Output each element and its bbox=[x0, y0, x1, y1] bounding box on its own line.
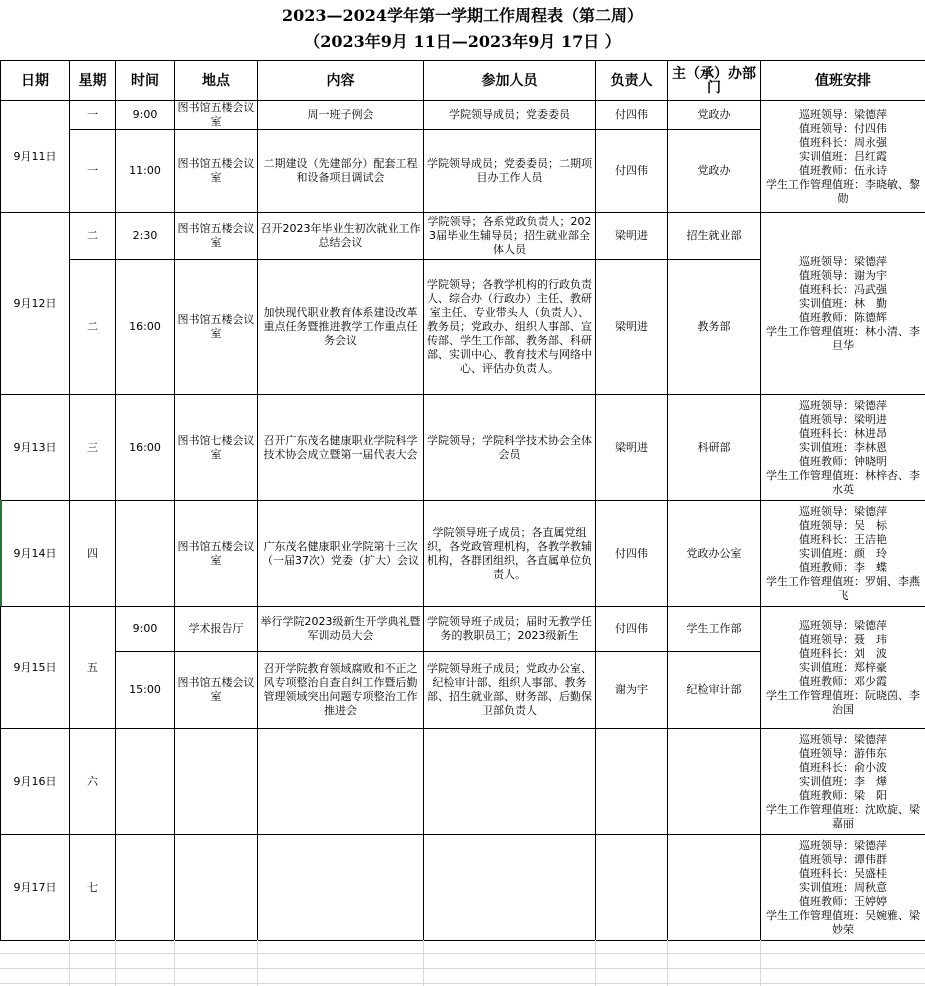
sheet-gridline bbox=[0, 968, 925, 969]
time-cell: 15:00 bbox=[116, 652, 175, 729]
weekday-cell: 二 bbox=[70, 260, 116, 395]
participants-cell: 学院领导；各系党政负责人；2023届毕业生辅导员；招生就业部全体人员 bbox=[424, 213, 596, 260]
weekday-cell: 七 bbox=[70, 835, 116, 941]
duty-cell: 巡班领导：梁德萍 值班领导：谢为宇 值班科长：冯武强 实训值班：林 勤 值班教师：陈德辉 学生工作管理值班：林小清、李旦华 bbox=[761, 213, 925, 395]
date-cell: 9月14日 bbox=[1, 501, 70, 607]
leader-cell bbox=[596, 835, 668, 941]
header-row bbox=[1, 61, 925, 101]
date-cell: 9月11日 bbox=[1, 101, 70, 213]
table-row bbox=[1, 395, 925, 501]
content-cell: 召开广东茂名健康职业学院科学技术协会成立暨第一届代表大会 bbox=[258, 395, 424, 501]
header-time: 时间 bbox=[116, 61, 175, 101]
header-participants: 参加人员 bbox=[424, 61, 596, 101]
weekday-cell: 二 bbox=[70, 213, 116, 260]
table-row bbox=[1, 501, 925, 607]
sheet-gridline bbox=[595, 940, 596, 986]
header-content: 内容 bbox=[258, 61, 424, 101]
sheet-gridline bbox=[667, 940, 668, 986]
time-cell bbox=[116, 501, 175, 607]
date-cell: 9月12日 bbox=[1, 213, 70, 395]
location-cell: 图书馆五楼会议室 bbox=[175, 101, 258, 130]
table-row bbox=[1, 101, 925, 130]
location-cell: 图书馆五楼会议室 bbox=[175, 501, 258, 607]
date-cell: 9月17日 bbox=[1, 835, 70, 941]
participants-cell bbox=[424, 729, 596, 835]
time-cell: 11:00 bbox=[116, 130, 175, 213]
sheet-gridline bbox=[760, 940, 761, 986]
leader-cell: 付四伟 bbox=[596, 607, 668, 652]
leader-cell: 付四伟 bbox=[596, 130, 668, 213]
header-leader: 负责人 bbox=[596, 61, 668, 101]
table-row bbox=[1, 835, 925, 941]
weekday-cell: 五 bbox=[70, 607, 116, 729]
leader-cell: 梁明进 bbox=[596, 213, 668, 260]
weekday-cell: 六 bbox=[70, 729, 116, 835]
dept-cell: 教务部 bbox=[668, 260, 761, 395]
weekday-cell: 四 bbox=[70, 501, 116, 607]
participants-cell: 学院领导成员；党委委员；二期项目办工作人员 bbox=[424, 130, 596, 213]
weekday-cell: 一 bbox=[70, 101, 116, 130]
participants-cell: 学院领导；学院科学技术协会全体会员 bbox=[424, 395, 596, 501]
time-cell: 2:30 bbox=[116, 213, 175, 260]
page-title: 2023—2024学年第一学期工作周程表（第二周） bbox=[281, 6, 644, 25]
content-cell: 加快现代职业教育体系建设改革重点任务暨推进教学工作重点任务会议 bbox=[258, 260, 424, 395]
location-cell: 图书馆五楼会议室 bbox=[175, 260, 258, 395]
weekday-cell: 一 bbox=[70, 130, 116, 213]
leader-cell: 付四伟 bbox=[596, 501, 668, 607]
date-cell: 9月13日 bbox=[1, 395, 70, 501]
dept-cell bbox=[668, 729, 761, 835]
time-cell bbox=[116, 835, 175, 941]
table-row bbox=[1, 213, 925, 260]
time-cell: 16:00 bbox=[116, 260, 175, 395]
selection-indicator bbox=[0, 500, 2, 606]
page-subtitle: （2023年9月 11日—2023年9月 17日 ） bbox=[304, 32, 621, 51]
duty-cell: 巡班领导：梁德萍 值班领导：梁明进 值班科长：林进昂 实训值班：李林恩 值班教师：钟晓明 学生工作管理值班：林梓杏、李水英 bbox=[761, 395, 925, 501]
header-host-dept: 主（承）办部门 bbox=[668, 61, 761, 101]
content-cell bbox=[258, 729, 424, 835]
header-date: 日期 bbox=[1, 61, 70, 101]
sheet-gridline bbox=[69, 940, 70, 986]
weekday-cell: 三 bbox=[70, 395, 116, 501]
duty-cell: 巡班领导：梁德萍 值班领导：游伟东 值班科长：俞小波 实训值班：李 燁 值班教师：梁 阳 学生工作管理值班：沈欧旋、梁嘉丽 bbox=[761, 729, 925, 835]
dept-cell: 党政办 bbox=[668, 101, 761, 130]
leader-cell: 梁明进 bbox=[596, 260, 668, 395]
dept-cell: 科研部 bbox=[668, 395, 761, 501]
date-cell: 9月16日 bbox=[1, 729, 70, 835]
leader-cell: 谢为宇 bbox=[596, 652, 668, 729]
duty-cell: 巡班领导：梁德萍 值班领导：聂 玮 值班科长：刘 波 实训值班：郑梓豪 值班教师：邓少霞 学生工作管理值班：阮晓茵、李治国 bbox=[761, 607, 925, 729]
participants-cell bbox=[424, 835, 596, 941]
location-cell bbox=[175, 835, 258, 941]
content-cell bbox=[258, 835, 424, 941]
content-cell: 广东茂名健康职业学院第十三次（一届37次）党委（扩大）会议 bbox=[258, 501, 424, 607]
location-cell: 图书馆五楼会议室 bbox=[175, 130, 258, 213]
leader-cell: 付四伟 bbox=[596, 101, 668, 130]
time-cell: 16:00 bbox=[116, 395, 175, 501]
content-cell: 召开2023年毕业生初次就业工作总结会议 bbox=[258, 213, 424, 260]
content-cell: 周一班子例会 bbox=[258, 101, 424, 130]
sheet-gridline bbox=[0, 983, 925, 984]
sheet-gridline bbox=[115, 940, 116, 986]
leader-cell bbox=[596, 729, 668, 835]
dept-cell: 党政办公室 bbox=[668, 501, 761, 607]
time-cell bbox=[116, 729, 175, 835]
content-cell: 二期建设（先建部分）配套工程和设备项目调试会 bbox=[258, 130, 424, 213]
location-cell bbox=[175, 729, 258, 835]
header-weekday: 星期 bbox=[70, 61, 116, 101]
date-cell: 9月15日 bbox=[1, 607, 70, 729]
participants-cell: 学院领导；各教学机构的行政负责人、综合办（行政办）主任、教研室主任、专业带头人（负责人）、教务员；党政办、组织人事部、宣传部、学生工作部、教务部、科研部、实训中心、教育技术与网络中心、评估办负责人。 bbox=[424, 260, 596, 395]
duty-cell: 巡班领导：梁德萍 值班领导：吴 标 值班科长：王洁艳 实训值班：颜 玲 值班教师：李 蝶 学生工作管理值班：罗娟、李燕飞 bbox=[761, 501, 925, 607]
content-cell: 举行学院2023级新生开学典礼暨军训动员大会 bbox=[258, 607, 424, 652]
dept-cell bbox=[668, 835, 761, 941]
participants-cell: 学院领导班子成员；党政办公室、纪检审计部、组织人事部、教务部、招生就业部、财务部、后勤保卫部负责人 bbox=[424, 652, 596, 729]
dept-cell: 招生就业部 bbox=[668, 213, 761, 260]
title-area bbox=[0, 0, 925, 60]
dept-cell: 党政办 bbox=[668, 130, 761, 213]
participants-cell: 学院领导班子成员；各直属党组织，各党政管理机构，各教学教辅机构，各群团组织，各直属单位负责人。 bbox=[424, 501, 596, 607]
table-row bbox=[1, 729, 925, 835]
duty-cell: 巡班领导：梁德萍 值班领导：付四伟 值班科长：周永强 实训值班：吕红霞 值班教师：伍永诗 学生工作管理值班：李晓敏、黎勋 bbox=[761, 101, 925, 213]
location-cell: 图书馆七楼会议室 bbox=[175, 395, 258, 501]
time-cell: 9:00 bbox=[116, 607, 175, 652]
sheet-gridline bbox=[0, 953, 925, 954]
duty-cell: 巡班领导：梁德萍 值班领导：谭伟群 值班科长：吴盛桂 实训值班：周秋意 值班教师：王婷婷 学生工作管理值班：吴婉雅、梁妙荣 bbox=[761, 835, 925, 941]
sheet-gridline bbox=[423, 940, 424, 986]
location-cell: 图书馆五楼会议室 bbox=[175, 213, 258, 260]
content-cell: 召开学院教育领域腐败和不正之风专项整治自查自纠工作暨后勤管理领域突出问题专项整治工作推进会 bbox=[258, 652, 424, 729]
location-cell: 图书馆五楼会议室 bbox=[175, 652, 258, 729]
leader-cell: 梁明进 bbox=[596, 395, 668, 501]
participants-cell: 学院领导成员；党委委员 bbox=[424, 101, 596, 130]
header-duty: 值班安排 bbox=[761, 61, 925, 101]
dept-cell: 学生工作部 bbox=[668, 607, 761, 652]
dept-cell: 纪检审计部 bbox=[668, 652, 761, 729]
sheet-gridline bbox=[257, 940, 258, 986]
time-cell: 9:00 bbox=[116, 101, 175, 130]
table-row bbox=[1, 607, 925, 652]
sheet-gridline bbox=[174, 940, 175, 986]
schedule-table bbox=[0, 60, 925, 941]
header-location: 地点 bbox=[175, 61, 258, 101]
location-cell: 学术报告厅 bbox=[175, 607, 258, 652]
participants-cell: 学院领导班子成员；届时无教学任务的教职员工；2023级新生 bbox=[424, 607, 596, 652]
